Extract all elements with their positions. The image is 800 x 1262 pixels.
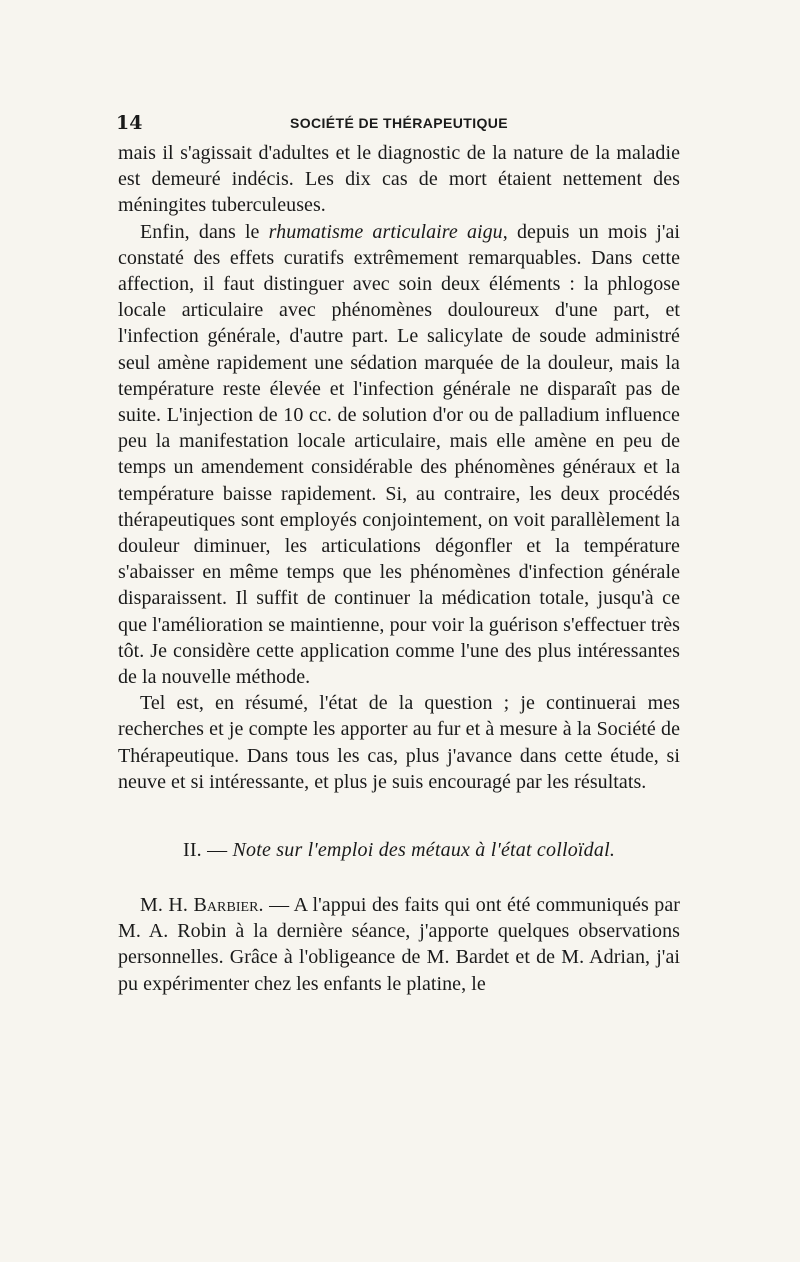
paragraph-2-start: Enfin, dans le (140, 220, 269, 243)
paragraph-1: mais il s'agissait d'adultes et le diagnostic de la nature de la maladie est demeuré indécis. Les dix cas de mort étaient nettement des méningites tuberculeuses. (118, 142, 680, 217)
book-page (118, 112, 680, 997)
speaker-name: Barbier (193, 894, 259, 917)
paragraph-4-text: . — A l'appui des faits qui ont été communiqués par M. A. Robin à la dernière séance, j'apporte quelques observations personnelles. Grâce à l'obligeance de M. Bardet et de M. Adrian, j'ai pu expérimenter chez les enfants le platine, le (118, 894, 680, 995)
running-head (118, 112, 680, 138)
paragraph-3: Tel est, en résumé, l'état de la question ; je continuerai mes recherches et je compte les apporter au fur et à mesure à la Société de Thérapeutique. Dans tous les cas, plus j'avance dans cette étude, si neuve et si intéressante, et plus je suis encouragé par les résultats. (118, 692, 680, 793)
paragraph-2-emphasis: rhumatisme articulaire aigu (268, 220, 503, 243)
page-number: 14 (116, 112, 143, 134)
paragraph-2 (118, 219, 680, 691)
section-heading (118, 839, 680, 862)
speaker-initials: M. H. (140, 894, 194, 917)
closing-text (118, 892, 680, 997)
paragraph-4 (118, 892, 680, 997)
section-number: II. — (182, 839, 233, 862)
running-head-title: SOCIÉTÉ DE THÉRAPEUTIQUE (289, 115, 509, 131)
section-title: Note sur l'emploi des métaux à l'état colloïdal. (232, 839, 616, 862)
paragraph-2-rest: , depuis un mois j'ai constaté des effets curatifs extrêmement remarquables. Dans cette affection, il faut distinguer avec soin deux éléments : la phlogose locale articulaire avec phénomènes douloureux d'une part, et l'infection générale, d'autre part. Le salicylate de soude administré seul amène rapidement une sédation marquée de la douleur, mais la température reste élevée et l'infection générale ne disparaît pas de suite. L'injection de 10 cc. de solution d'or ou de palladium influence peu la manifestation locale articulaire, mais elle amène en peu de temps un amendement considérable des phénomènes généraux et la température baisse rapidement. Si, au contraire, les deux procédés thérapeutiques sont employés conjointement, on voit parallèlement la douleur diminuer, les articulations dégonfler et la température s'abaisser en même temps que les phénomènes d'infection générale disparaissent. Il suffit de continuer la médication totale, jusqu'à ce que l'amélioration se maintienne, pour voir la guérison s'effectuer très tôt. Je considère cette application comme l'une des plus intéressantes de la nouvelle méthode. (118, 220, 681, 689)
body-text (118, 140, 680, 795)
